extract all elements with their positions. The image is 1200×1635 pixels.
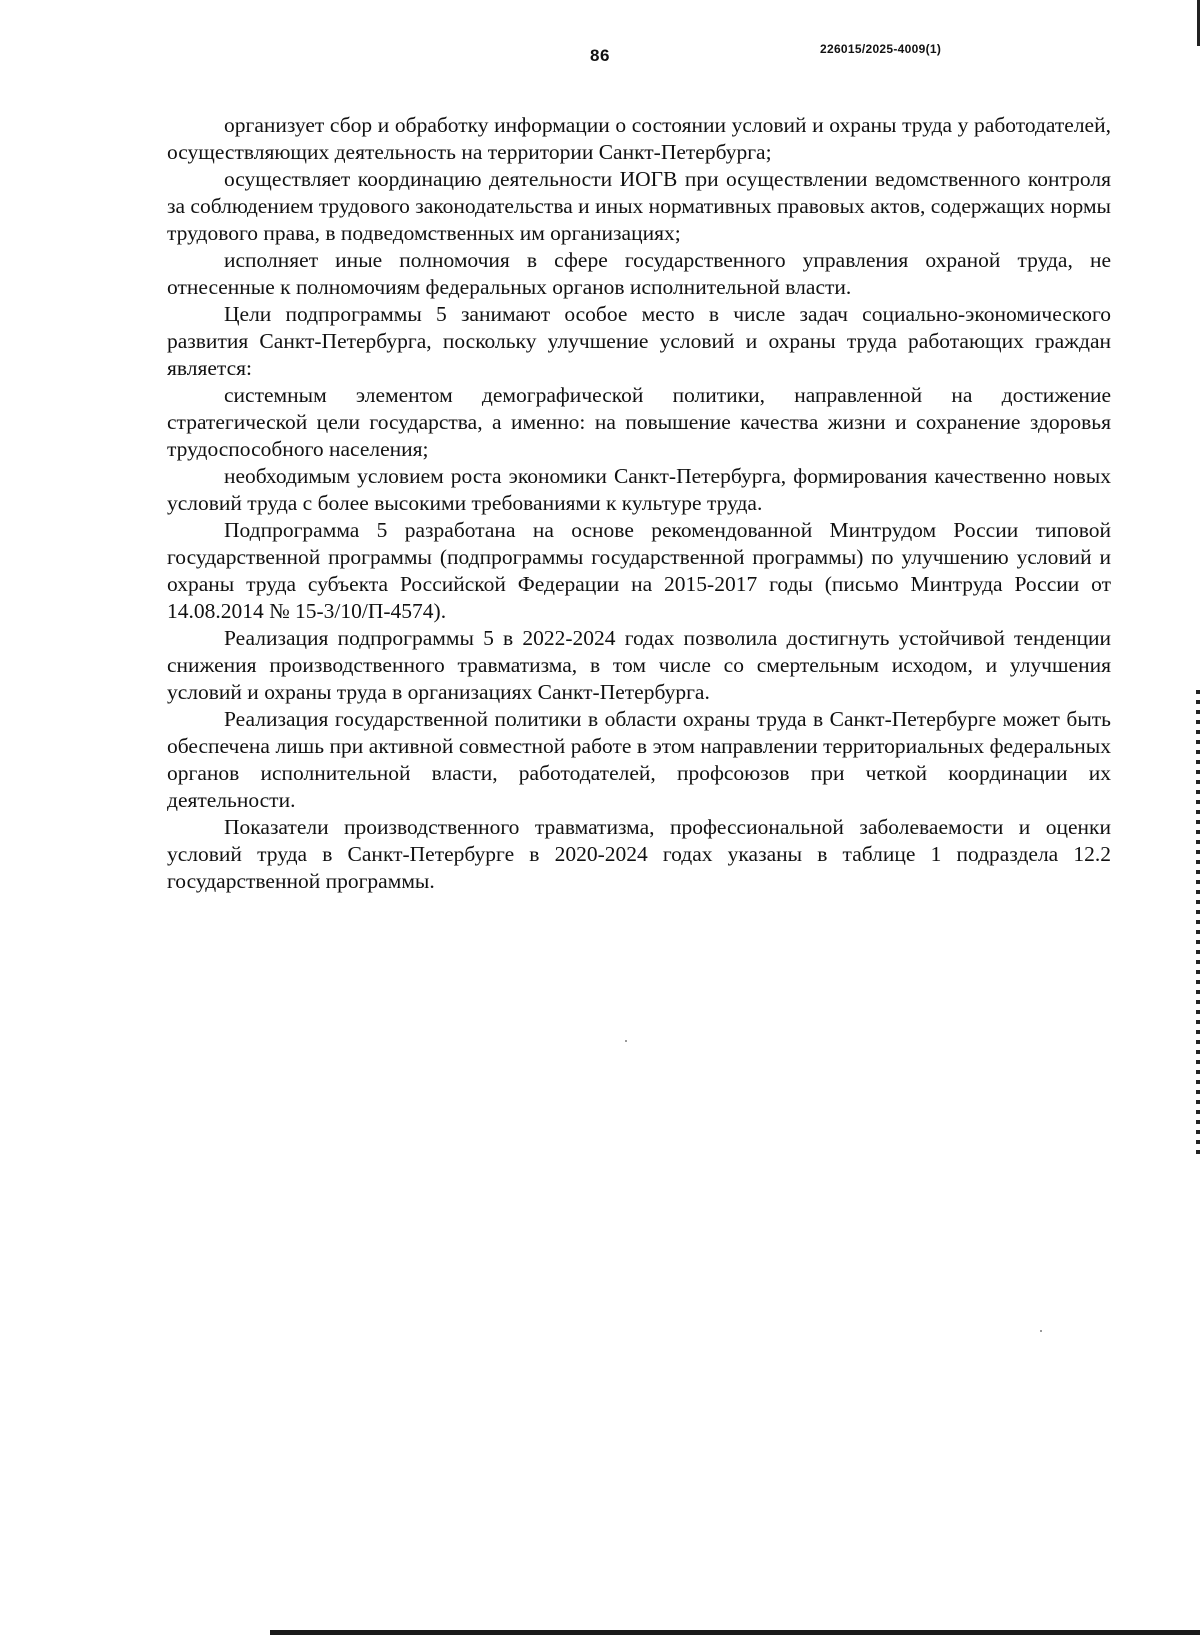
paragraph: системным элементом демографической политики, направленной на достижение стратегической цели государства, а именно: на повышение качества жизни и сохранение здоровья трудоспособного населения; [167, 383, 1111, 461]
paragraph: осуществляет координацию деятельности ИОГВ при осуществлении ведомственного контроля за соблюдением трудового законодательства и иных нормативных правовых актов, содержащих нормы трудового права, в подведомственных им организациях; [167, 167, 1111, 245]
paragraph: исполняет иные полномочия в сфере государственного управления охраной труда, не отнесенные к полномочиям федеральных органов исполнительной власти. [167, 248, 1111, 299]
scan-edge-bottom [270, 1630, 1200, 1635]
document-number: 226015/2025-4009(1) [820, 42, 942, 56]
paragraph: Подпрограмма 5 разработана на основе рекомендованной Минтрудом России типовой государственной программы (подпрограммы государственной программы) по улучшению условий и охраны труда субъекта Российской Федерации на 2015-2017 годы (письмо Минтруда России от 14.08.2014 № 15-3/10/П-4574). [167, 518, 1111, 623]
page-number: 86 [590, 46, 610, 65]
scan-speck [1040, 1330, 1042, 1332]
paragraph: Реализация подпрограммы 5 в 2022-2024 годах позволила достигнуть устойчивой тенденции снижения производственного травматизма, в том числе со смертельным исходом, и улучшения условий и охраны труда в организациях Санкт-Петербурга. [167, 626, 1111, 704]
paragraph: Цели подпрограммы 5 занимают особое место в числе задач социально-экономического развития Санкт-Петербурга, поскольку улучшение условий и охраны труда работающих граждан является: [167, 302, 1111, 380]
paragraph: Реализация государственной политики в области охраны труда в Санкт-Петербурге может быть обеспечена лишь при активной совместной работе в этом направлении территориальных федеральных органов исполнительной власти, работодателей, профсоюзов при четкой координации их деятельности. [167, 707, 1111, 812]
paragraph: необходимым условием роста экономики Санкт-Петербурга, формирования качественно новых условий труда с более высокими требованиями к культуре труда. [167, 464, 1111, 515]
document-body [167, 112, 1111, 895]
scan-speck [625, 1040, 627, 1042]
paragraph: организует сбор и обработку информации о состоянии условий и охраны труда у работодателей, осуществляющих деятельность на территории Санкт-Петербурга; [167, 113, 1111, 164]
paragraph: Показатели производственного травматизма, профессиональной заболеваемости и оценки условий труда в Санкт-Петербурге в 2020-2024 годах указаны в таблице 1 подраздела 12.2 государственной программы. [167, 815, 1111, 893]
scan-edge-right [1196, 690, 1200, 1160]
